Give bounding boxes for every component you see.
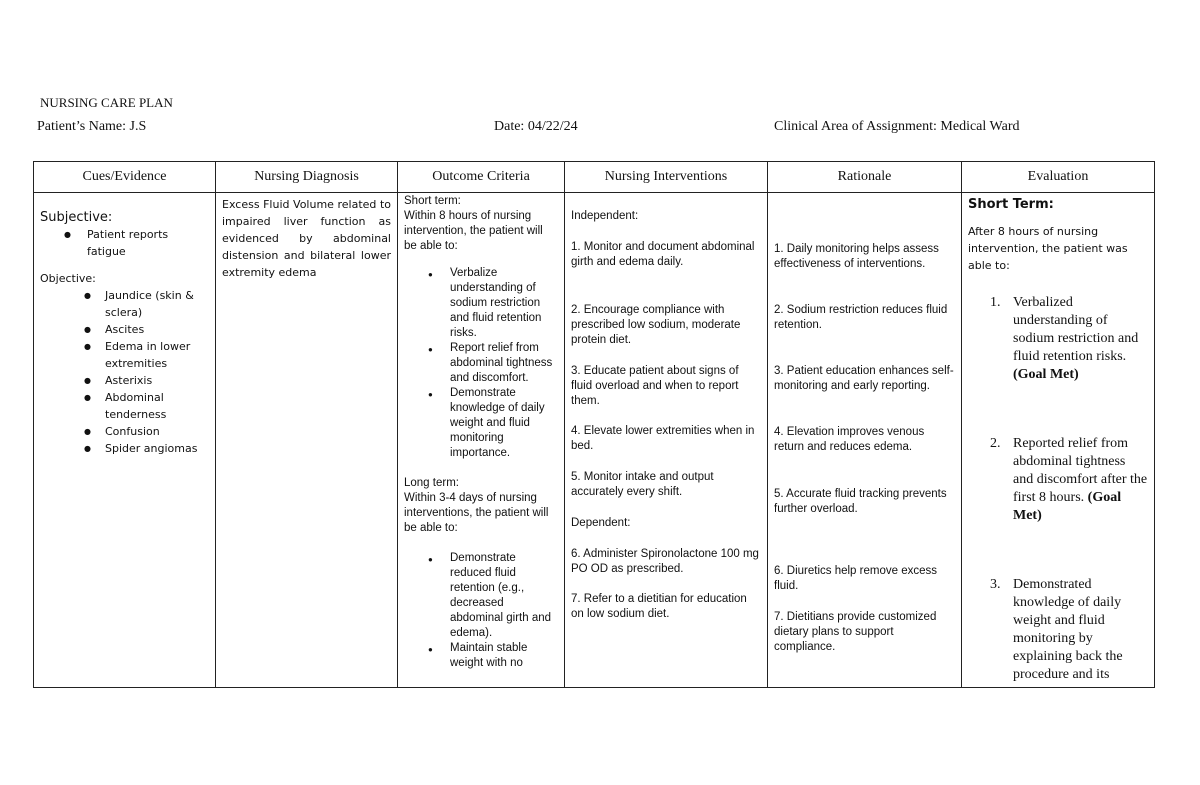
intervention-4: 4. Elevate lower extremities when in bed. <box>571 425 755 452</box>
cues-cell <box>34 193 216 688</box>
list-item: ● Demonstrate reduced fluid retention (e.g., decreased abdominal girth and edema). <box>404 551 558 641</box>
evaluation-number: 3. <box>990 577 1001 592</box>
header-diagnosis: Nursing Diagnosis <box>216 162 398 193</box>
evaluation-cell <box>962 193 1155 688</box>
long-term-label: Long term: <box>404 477 459 489</box>
diagnosis-text: Excess Fluid Volume related to impaired liver function as evidenced by abdominal distension and bilateral lower extremity edema <box>222 198 391 279</box>
evaluation-number: 2. <box>990 436 1001 451</box>
objective-label: Objective: <box>40 272 96 285</box>
evaluation-text: Verbalized understanding of sodium restriction and fluid retention risks. <box>1013 295 1139 364</box>
intervention-7: 7. Refer to a dietitian for education on low sodium diet. <box>571 593 747 620</box>
independent-label: Independent: <box>571 210 639 222</box>
list-item: ● Maintain stable weight with no <box>404 641 558 671</box>
rationale-cell <box>768 193 962 688</box>
dependent-label: Dependent: <box>571 517 631 529</box>
intervention-2: 2. Encourage compliance with prescribed low sodium, moderate protein diet. <box>571 304 741 346</box>
long-term-intro: Within 3-4 days of nursing interventions, the patient will be able to: <box>404 492 549 534</box>
evaluation-text: Reported relief from abdominal tightness and discomfort after the first 8 hours. <box>1013 436 1148 505</box>
goal-status: (Goal Met) <box>1013 367 1079 382</box>
outcome-cell <box>398 193 565 688</box>
diagnosis-cell <box>216 193 398 688</box>
clinical-area: Clinical Area of Assignment: Medical Ward <box>774 119 1020 134</box>
objective-list <box>40 287 209 457</box>
rationale-6: 6. Diuretics help remove excess fluid. <box>774 565 937 592</box>
rationale-2: 2. Sodium restriction reduces fluid retention. <box>774 304 948 331</box>
header-outcome: Outcome Criteria <box>398 162 565 193</box>
list-item: ● Demonstrate knowledge of daily weight and fluid monitoring importance. <box>404 386 558 461</box>
list-item: ● Jaundice (skin & sclera) <box>40 287 209 321</box>
list-item: ● Verbalize understanding of sodium restriction and fluid retention risks. <box>404 266 558 341</box>
list-item: ● Patient reports fatigue <box>40 226 209 260</box>
rationale-5: 5. Accurate fluid tracking prevents further overload. <box>774 488 947 515</box>
document-title: NURSING CARE PLAN <box>40 95 173 110</box>
header-interventions: Nursing Interventions <box>565 162 768 193</box>
rationale-7: 7. Dietitians provide customized dietary plans to support compliance. <box>774 611 937 653</box>
list-item: ● Report relief from abdominal tightness and discomfort. <box>404 341 558 386</box>
patient-name: Patient’s Name: J.S <box>37 119 147 134</box>
subjective-list <box>40 226 209 260</box>
long-term-goals <box>404 551 558 671</box>
header-cues: Cues/Evidence <box>34 162 216 193</box>
list-item: ● Abdominal tenderness <box>40 389 209 423</box>
list-item: ● Confusion <box>40 423 209 440</box>
list-item: ● Edema in lower extremities <box>40 338 209 372</box>
intervention-6: 6. Administer Spironolactone 100 mg PO OD as prescribed. <box>571 548 759 575</box>
intervention-3: 3. Educate patient about signs of fluid overload and when to report them. <box>571 365 739 407</box>
evaluation-intro: After 8 hours of nursing intervention, the patient was able to: <box>968 225 1128 272</box>
list-item: ● Asterixis <box>40 372 209 389</box>
header-row <box>34 162 1155 193</box>
interventions-cell <box>565 193 768 688</box>
care-plan-row <box>34 193 1155 688</box>
care-plan-table <box>33 161 1155 688</box>
goal-status: (Goal Met) <box>1013 490 1122 523</box>
intervention-1: 1. Monitor and document abdominal girth and edema daily. <box>571 241 755 268</box>
rationale-3: 3. Patient education enhances self-monitoring and early reporting. <box>774 365 954 392</box>
date: Date: 04/22/24 <box>494 119 578 134</box>
header-evaluation: Evaluation <box>962 162 1155 193</box>
evaluation-text: Demonstrated knowledge of daily weight and fluid monitoring by explaining back the procedure and its <box>1013 577 1123 682</box>
evaluation-list <box>968 294 1148 684</box>
evaluation-number: 1. <box>990 295 1001 310</box>
header-rationale: Rationale <box>768 162 962 193</box>
list-item: ● Ascites <box>40 321 209 338</box>
evaluation-item <box>968 576 1148 684</box>
rationale-1: 1. Daily monitoring helps assess effectiveness of interventions. <box>774 243 939 270</box>
short-term-intro: Within 8 hours of nursing intervention, the patient will be able to: <box>404 210 543 252</box>
subjective-label: Subjective: <box>40 210 113 225</box>
evaluation-item <box>968 435 1148 525</box>
evaluation-short-term-label: Short Term: <box>968 197 1054 212</box>
evaluation-item <box>968 294 1148 384</box>
short-term-label: Short term: <box>404 195 461 207</box>
list-item: ● Spider angiomas <box>40 440 209 457</box>
rationale-4: 4. Elevation improves venous return and reduces edema. <box>774 426 925 453</box>
intervention-5: 5. Monitor intake and output accurately every shift. <box>571 471 714 498</box>
short-term-goals <box>404 266 558 461</box>
